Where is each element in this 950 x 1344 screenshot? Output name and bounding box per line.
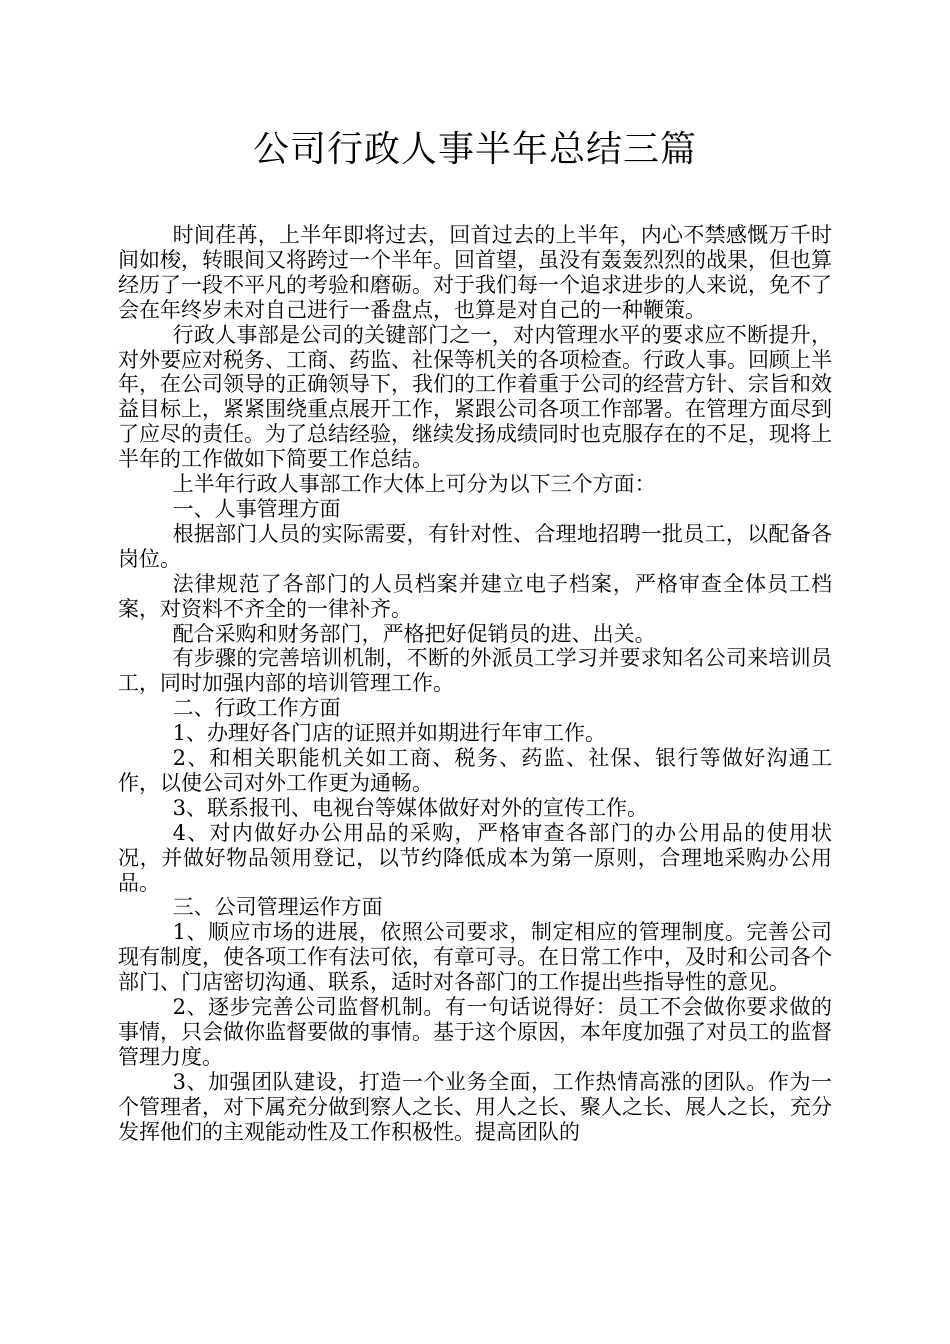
list-item-media: 3、联系报刊、电视台等媒体做好对外的宣传工作。: [172, 795, 648, 820]
list-item-licenses: 1、办理好各门店的证照并如期进行年审工作。: [172, 721, 606, 746]
list-item-agencies: 2、和相关职能机关如工商、税务、药监、社保、银行等做好沟通工作，以使公司对外工作更为通畅。: [118, 746, 832, 795]
list-item-office-supplies: 4、对内做好办公用品的采购，严格审查各部门的办公用品的使用状况，并做好物品领用登记，以节约降低成本为第一原则，合理地采购办公用品。: [118, 820, 832, 895]
paragraph-intro: 时间荏苒，上半年即将过去，回首过去的上半年，内心不禁感慨万千时间如梭，转眼间又将跨过一个半年。回首望，虽没有轰轰烈烈的战果，但也算经历了一段不平凡的考验和磨砺。对于我们每一个追求进步的人来说，免不了会在年终岁未对自己进行一番盘点，也算是对自己的一种鞭策。: [118, 223, 832, 322]
paragraph-archives: 法律规范了各部门的人员档案并建立电子档案，严格审查全体员工档案，对资料不齐全的一律补齐。: [118, 571, 832, 621]
section-heading-administration: 二、行政工作方面: [172, 696, 341, 721]
list-item-team-building: 3、加强团队建设，打造一个业务全面，工作热情高涨的团队。作为一个管理者，对下属充分做到察人之长、用人之长、聚人之长、展人之长，充分发挥他们的主观能动性及工作积极性。提高团队的: [118, 1069, 832, 1144]
list-item-supervision: 2、逐步完善公司监督机制。有一句话说得好：员工不会做你要求做的事情，只会做你监督要做的事情。基于这个原因，本年度加强了对员工的监督管理力度。: [118, 995, 832, 1069]
paragraph-recruitment: 根据部门人员的实际需要，有针对性、合理地招聘一批员工，以配备各岗位。: [118, 521, 832, 571]
document-title: 公司行政人事半年总结三篇: [252, 129, 697, 170]
paragraph-overview: 上半年行政人事部工作大体上可分为以下三个方面：: [172, 472, 656, 497]
section-heading-management: 三、公司管理运作方面: [172, 895, 383, 920]
paragraph-training: 有步骤的完善培训机制，不断的外派员工学习并要求知名公司来培训员工，同时加强内部的培训管理工作。: [118, 646, 832, 696]
section-heading-personnel: 一、人事管理方面: [172, 496, 341, 521]
list-item-systems: 1、顺应市场的进展，依照公司要求，制定相应的管理制度。完善公司现有制度，使各项工作有法可依，有章可寻。在日常工作中，及时和公司各个部门、门店密切沟通、联系，适时对各部门的工作提出些指导性的意见。: [118, 920, 832, 995]
paragraph-promoters: 配合采购和财务部门，严格把好促销员的进、出关。: [172, 621, 656, 646]
paragraph-department-role: 行政人事部是公司的关键部门之一，对内管理水平的要求应不断提升，对外要应对税务、工商、药监、社保等机关的各项检查。行政人事。回顾上半年，在公司领导的正确领导下，我们的工作着重于公司的经营方针、宗旨和效益目标上，紧紧围绕重点展开工作，紧跟公司各项工作部署。在管理方面尽到了应尽的责任。为了总结经验，继续发扬成绩同时也克服存在的不足，现将上半年的工作做如下简要工作总结。: [118, 322, 832, 472]
document-body: [118, 223, 832, 1145]
